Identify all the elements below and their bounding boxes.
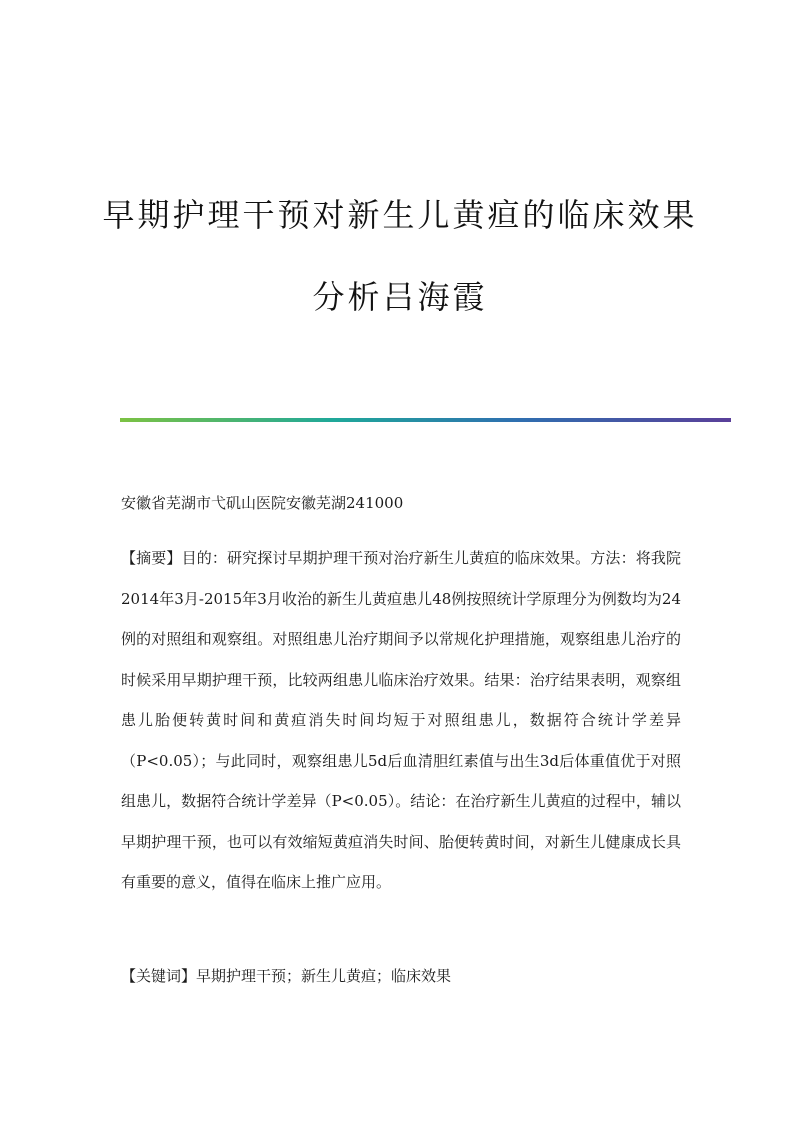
- paper-title-line-2: 分析吕海霞: [312, 278, 488, 316]
- paper-title-line-1: 早期护理干预对新生儿黄疸的临床效果: [102, 196, 698, 234]
- abstract-label: 【摘要】: [121, 549, 182, 567]
- keywords: [121, 965, 451, 986]
- affiliation: 安徽省芜湖市弋矶山医院安徽芜湖241000: [121, 494, 404, 512]
- gradient-divider: [120, 418, 731, 422]
- abstract-text: 目的：研究探讨早期护理干预对治疗新生儿黄疸的临床效果。方法：将我院2014年3月-2015年3月收治的新生儿黄疸患儿48例按照统计学原理分为例数均为24例的对照组和观察组。对照组患儿治疗期间予以常规化护理措施，观察组患儿治疗的时候采用早期护理干预，比较两组患儿临床治疗效果。结果：治疗结果表明，观察组患儿胎便转黄时间和黄疸消失时间均短于对照组患儿，数据符合统计学差异（P<0.05）；与此同时，观察组患儿5d后血清胆红素值与出生3d后体重值优于对照组患儿，数据符合统计学差异（P<0.05）。结论：在治疗新生儿黄疸的过程中，辅以早期护理干预，也可以有效缩短黄疸消失时间、胎便转黄时间，对新生儿健康成长具有重要的意义，值得在临床上推广应用。: [121, 549, 681, 891]
- keywords-label: 【关键词】: [121, 967, 197, 985]
- abstract: [121, 538, 681, 903]
- keywords-text: 早期护理干预；新生儿黄疸；临床效果: [196, 967, 452, 985]
